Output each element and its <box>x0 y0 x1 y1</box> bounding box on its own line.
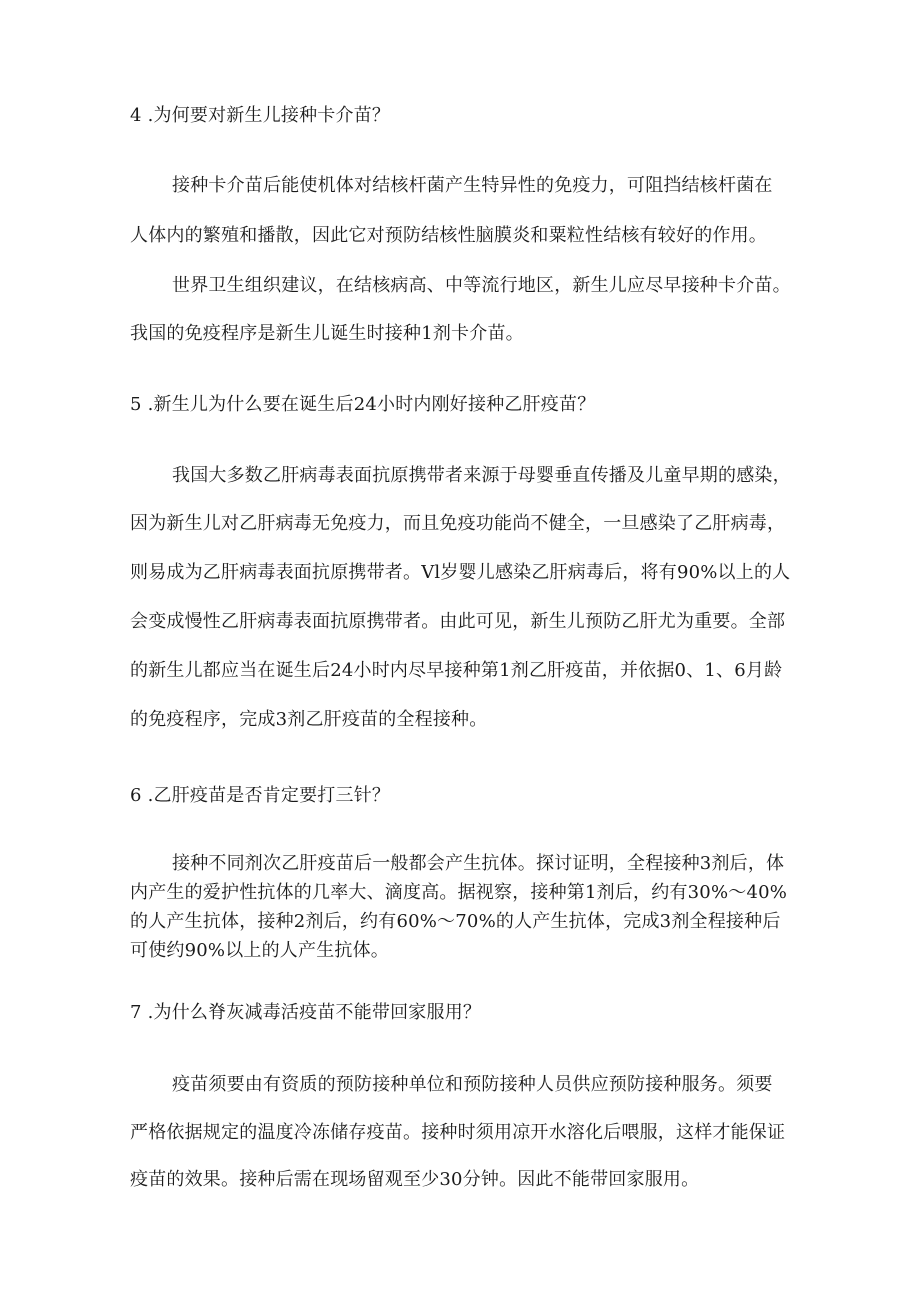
section-6-para-1-line-4: 可使约90%以上的人产生抗体。 <box>130 940 390 961</box>
section-5-para-1-line-6: 的免疫程序，完成3剂乙肝疫苗的全程接种。 <box>130 709 488 730</box>
section-5-para-1-line-4: 会变成慢性乙肝病毒表面抗原携带者。由此可见，新生儿预防乙肝尤为重要。全部 <box>130 611 786 632</box>
section-7-heading: 7 .为什么脊灰减毒活疫苗不能带回家服用？ <box>130 1002 482 1023</box>
section-6-heading: 6 .乙肝疫苗是否肯定要打三针？ <box>130 785 391 806</box>
section-7-para-1-line-2: 严格依据规定的温度冷冻储存疫苗。接种时须用凉开水溶化后喂服，这样才能保证 <box>130 1122 786 1143</box>
section-7-para-1-line-1: 疫苗须要由有资质的预防接种单位和预防接种人员供应预防接种服务。须要 <box>172 1074 773 1095</box>
section-7-para-1-line-3: 疫苗的效果。接种后需在现场留观至少30分钟。因此不能带回家服用。 <box>130 1169 700 1190</box>
section-4-para-1-line-2: 人体内的繁殖和播散，因此它对预防结核性脑膜炎和粟粒性结核有较好的作用。 <box>130 225 767 246</box>
section-6-para-1-line-2: 内产生的爱护性抗体的几率大、滴度高。据视察，接种第1剂后，约有30%～40% <box>130 882 788 903</box>
section-4-para-2-line-1: 世界卫生组织建议，在结核病高、中等流行地区，新生儿应尽早接种卡介苗。 <box>172 275 791 296</box>
section-5-para-1-line-5: 的新生儿都应当在诞生后24小时内尽早接种第1剂乙肝疫苗，并依据0、1、6月龄 <box>130 660 783 681</box>
section-5-para-1-line-3: 则易成为乙肝病毒表面抗原携带者。Vl岁婴儿感染乙肝病毒后，将有90%以上的人 <box>130 562 791 583</box>
section-5-heading: 5 .新生儿为什么要在诞生后24小时内刚好接种乙肝疫苗？ <box>130 394 596 415</box>
section-6-para-1-line-3: 的人产生抗体，接种2剂后，约有60%～70%的人产生抗体，完成3剂全程接种后 <box>130 911 781 932</box>
section-4-para-2-line-2: 我国的免疫程序是新生儿诞生时接种1剂卡介苗。 <box>130 323 524 344</box>
section-5-para-1-line-1: 我国大多数乙肝病毒表面抗原携带者来源于母婴垂直传播及儿童早期的感染， <box>172 465 791 486</box>
section-4-para-1-line-1: 接种卡介苗后能使机体对结核杆菌产生特异性的免疫力，可阻挡结核杆菌在 <box>172 175 773 196</box>
section-5-para-1-line-2: 因为新生儿对乙肝病毒无免疫力，而且免疫功能尚不健全，一旦感染了乙肝病毒， <box>130 513 786 534</box>
section-6-para-1-line-1: 接种不同剂次乙肝疫苗后一般都会产生抗体。探讨证明，全程接种3剂后，体 <box>172 853 785 874</box>
section-4-heading: 4 .为何要对新生儿接种卡介苗？ <box>130 105 391 126</box>
